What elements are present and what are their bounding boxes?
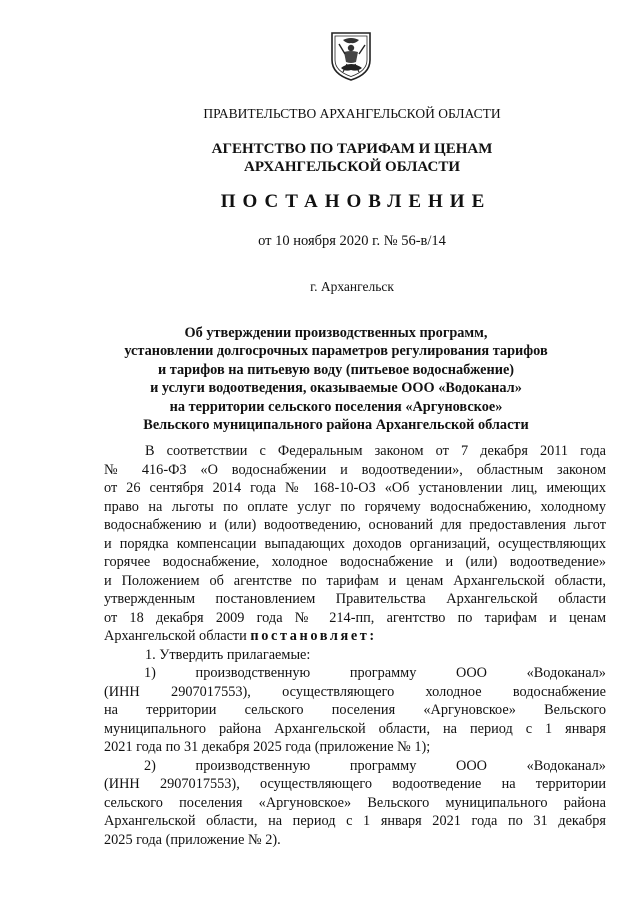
preamble-line: водоснабжению и (или) водоотведению, оснований для предоставления льгот [104, 517, 606, 533]
title-line: и услуги водоотведения, оказываемые ООО «Водоканал» [150, 380, 522, 397]
subitem-2-line: (ИНН 2907017553), осуществляющего водоотведение на территории [104, 776, 606, 792]
item-1: 1. Утвердить прилагаемые: [145, 646, 311, 663]
subitem-2-line: Архангельской области, на период с 1 января 2021 года по 31 декабря [104, 813, 606, 829]
preamble-line: и порядка компенсации выпадающих доходов организаций, осуществляющих [104, 535, 606, 552]
decree-body [104, 442, 606, 849]
agency-name-line-1: АГЕНТСТВО ПО ТАРИФАМ И ЦЕНАМ [211, 141, 493, 157]
subitem-2-lead [104, 757, 606, 776]
subitem-2-last-line: 2025 года (приложение № 2). [104, 831, 281, 848]
subitem-1-line: (ИНН 2907017553), осуществляющего холодное водоснабжение [104, 683, 606, 700]
preamble-line: право на льготы по оплате услуг по горячему водоснабжению, холодному [104, 498, 606, 515]
subitem-2-line: сельского поселения «Аргуновское» Вельского муниципального района [104, 794, 606, 811]
arkhangelsk-coat-of-arms-icon [329, 30, 373, 82]
resolves-word: постановляет: [250, 628, 377, 644]
preamble-line-end: Архангельской области [104, 628, 247, 644]
subitem-number: 1) [144, 665, 156, 681]
title-line: и тарифов на питьевую воду (питьевое водоснабжение) [157, 361, 515, 378]
subitem-1-line: на территории сельского поселения «Аргуновское» Вельского [104, 702, 606, 718]
preamble-line: от 26 сентября 2014 года № 168-10-ОЗ «Об установлении лиц, имеющих [104, 480, 606, 496]
preamble-line: № 416-ФЗ «О водоснабжении и водоотведении», областным законом [104, 461, 606, 478]
title-line: на территории сельского поселения «Аргуновское» [169, 398, 503, 415]
preamble-line: горячее водоснабжение, холодное водоснабжение и (или) водоотведение» [104, 554, 606, 570]
word: производственную [195, 757, 311, 774]
preamble-final-line [104, 627, 606, 646]
preamble-line: В соответствии с Федеральным законом от 7 декабря 2011 года [145, 443, 606, 459]
word: программу [349, 665, 417, 681]
word: «Водоканал» [526, 757, 606, 774]
title-line: Об утверждении производственных программ, [184, 325, 488, 341]
document-type: ПОСТАНОВЛЕНИЕ [220, 191, 492, 212]
word: «Водоканал» [526, 665, 606, 681]
title-line: установлении долгосрочных параметров регулирования тарифов [124, 343, 548, 360]
government-name: ПРАВИТЕЛЬСТВО АРХАНГЕЛЬСКОЙ ОБЛАСТИ [203, 106, 501, 121]
decree-title [36, 324, 636, 434]
preamble-line: от 18 декабря 2009 года № 214-пп, агентство по тарифам и ценам [104, 609, 606, 626]
word: программу [349, 757, 417, 774]
preamble-line: утвержденным постановлением Правительства Архангельской области [104, 591, 606, 607]
subitem-1-last-line: 2021 года по 31 декабря 2025 года (приложение № 1); [104, 739, 431, 755]
word: ООО [456, 757, 487, 774]
subitem-number: 2) [144, 757, 156, 774]
city: г. Архангельск [310, 279, 394, 294]
agency-name-line-2: АРХАНГЕЛЬСКОЙ ОБЛАСТИ [244, 159, 460, 175]
subitem-1-line: муниципального района Архангельской области, на период с 1 января [104, 720, 606, 737]
subitem-1-lead [104, 664, 606, 683]
word: ООО [456, 665, 487, 681]
title-line: Вельского муниципального района Архангельской области [143, 417, 529, 434]
word: производственную [195, 665, 311, 681]
preamble-line: и Положением об агентстве по тарифам и ценам Архангельской области, [104, 572, 606, 589]
date-and-number: от 10 ноября 2020 г. № 56-в/14 [258, 233, 446, 249]
